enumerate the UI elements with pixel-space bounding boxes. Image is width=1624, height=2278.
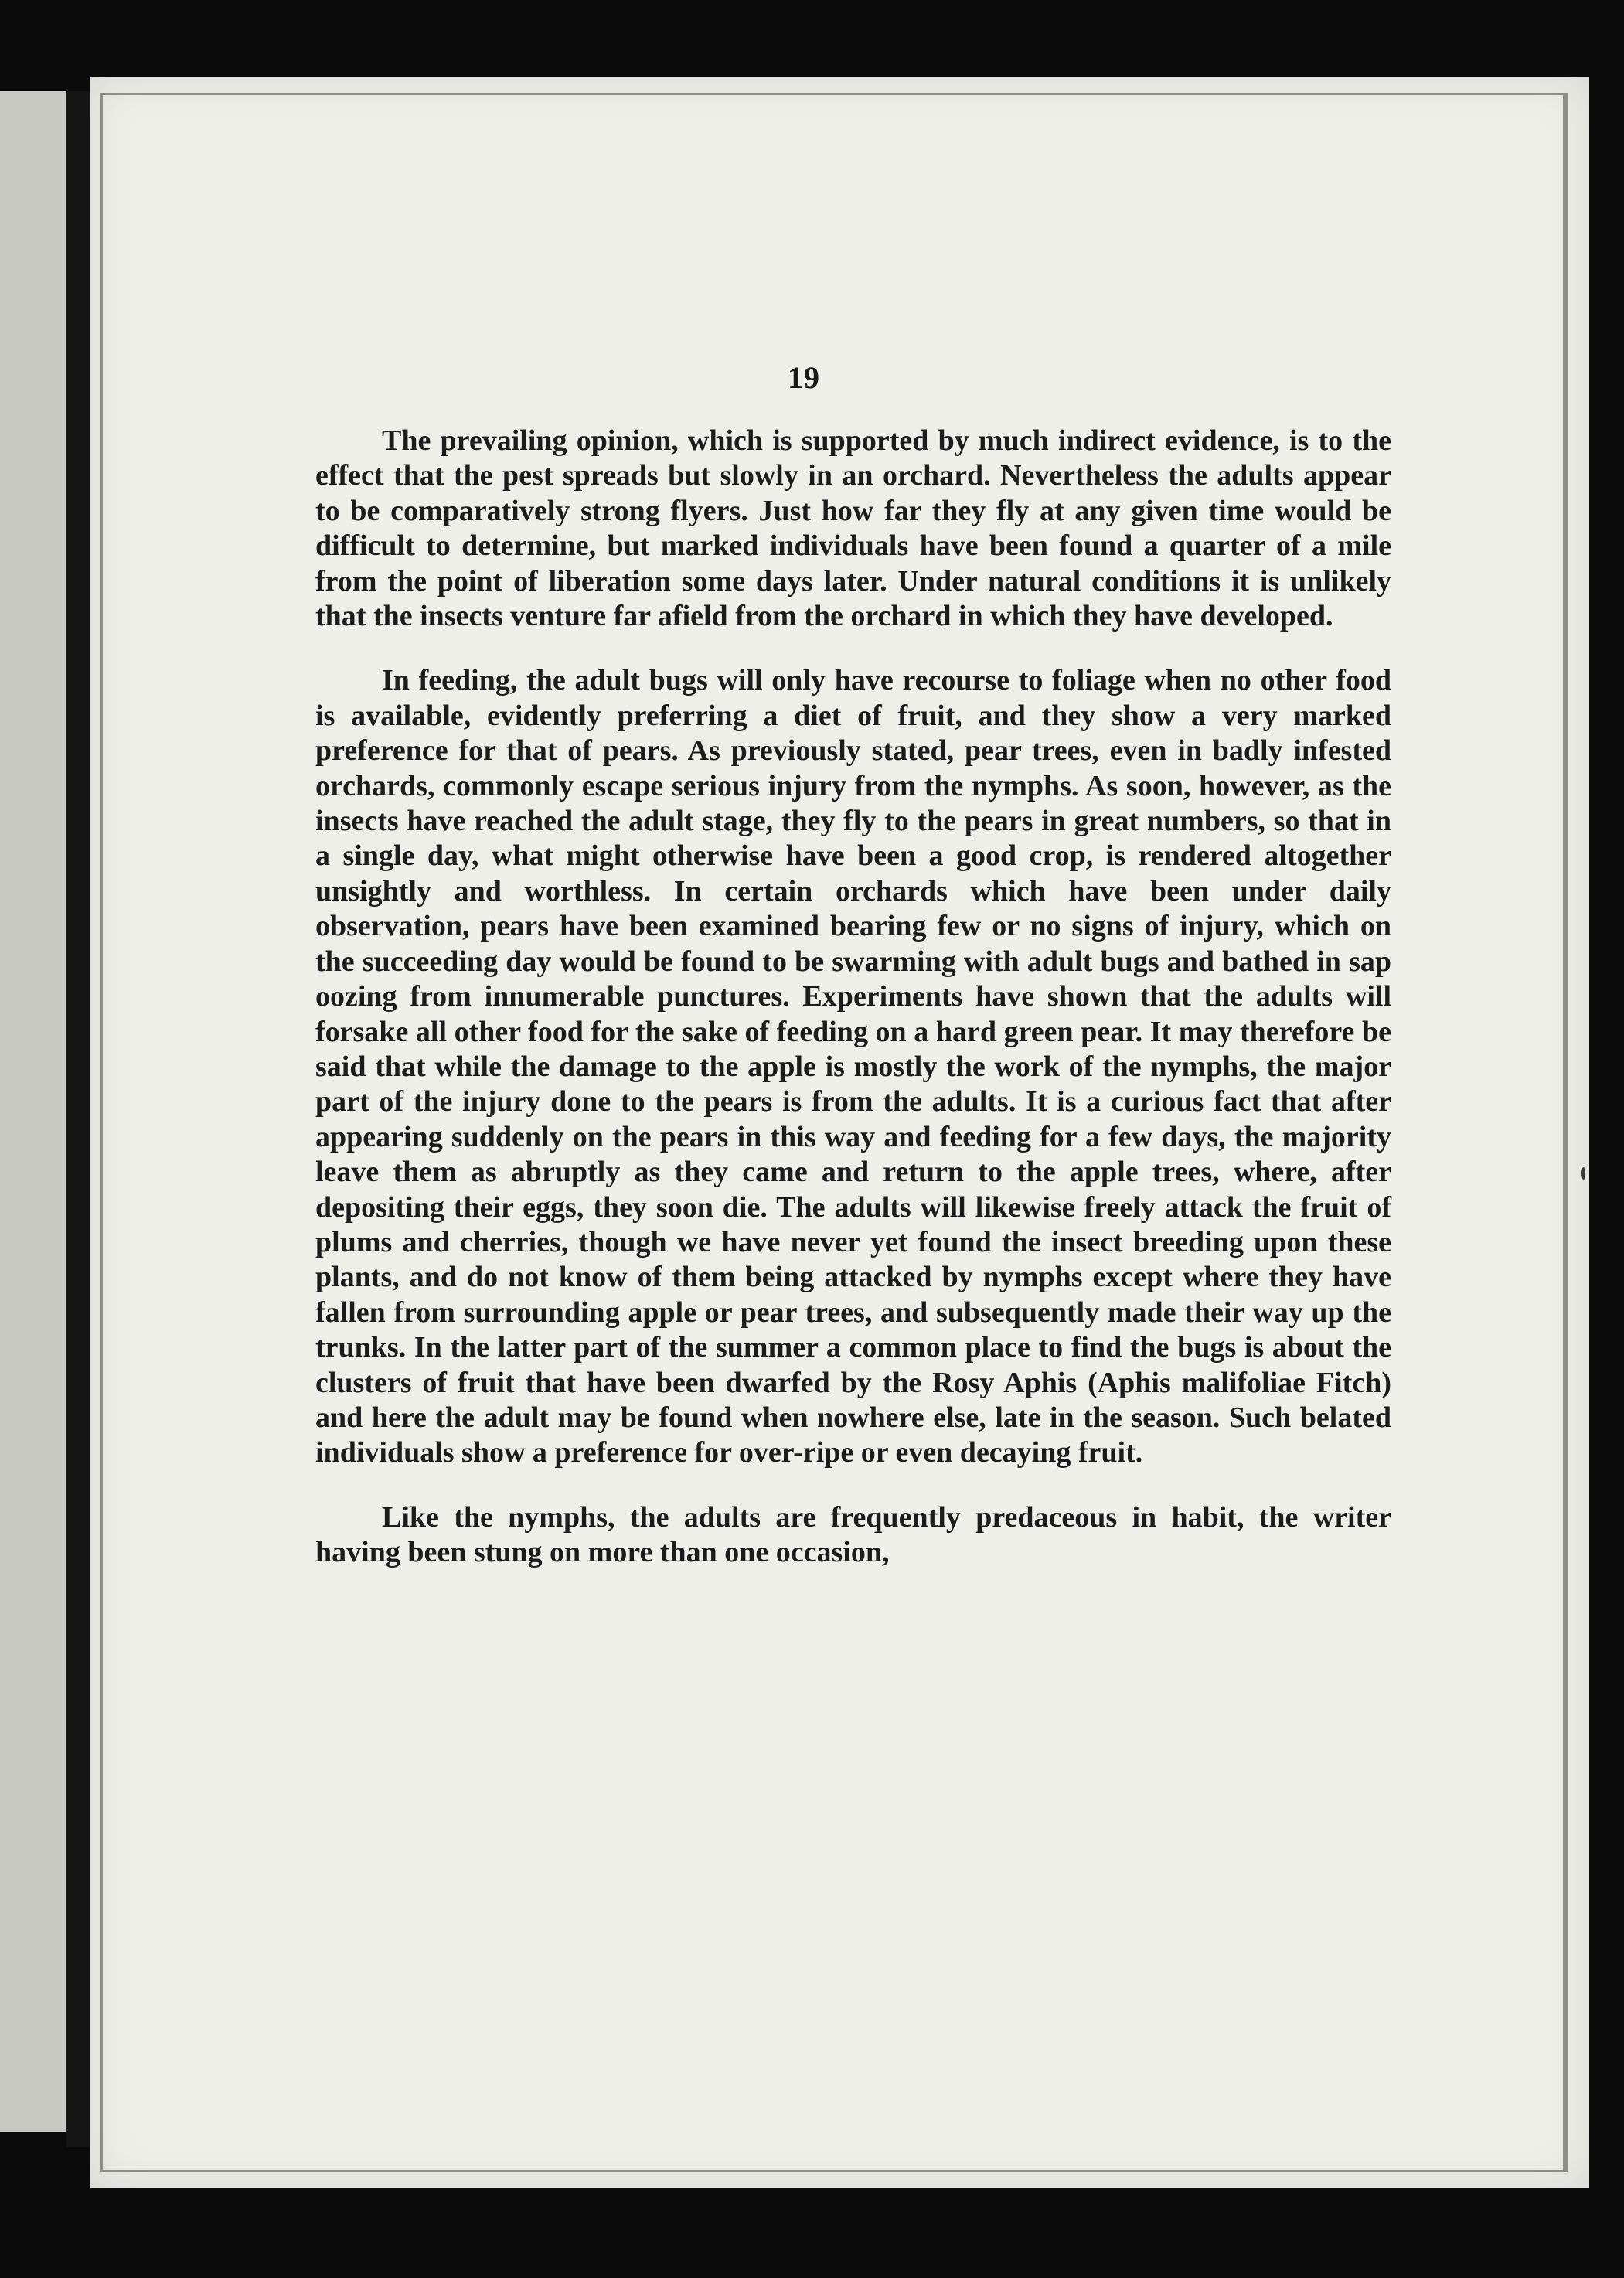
page-number: 19: [788, 360, 820, 395]
scan-speck: [1581, 1167, 1585, 1180]
paragraph: The prevailing opinion, which is supported by much indirect evidence, is to the effect that the pest spreads but slowly in an orchard. Nevertheless the adults appear to be comparatively strong flyers. Just how far they fly at any given time would be difficult to determine, but marked individuals have been found a quarter of a mile from the point of liberation some days later. Under natural conditions it is unlikely that the insects venture far afield from the orchard in which they have developed.: [315, 424, 1391, 633]
paragraph: In feeding, the adult bugs will only have recourse to foliage when no other food is available, evidently preferring a diet of fruit, and they show a very marked preference for that of pears. As previously stated, pear trees, even in badly infested orchards, commonly escape serious injury from the nymphs. As soon, however, as the insects have reached the adult stage, they fly to the pears in great numbers, so that in a single day, what might otherwise have been a good crop, is rendered altogether unsightly and worthless. In certain orchards which have been under daily observation, pears have been examined bearing few or no signs of injury, which on the succeeding day would be found to be swarming with adult bugs and bathed in sap oozing from innumerable punctures. Experiments have shown that the adults will forsake all other food for the sake of feeding on a hard green pear. It may therefore be said that while the damage to the apple is mostly the work of the nymphs, the major part of the injury done to the pears is from the adults. It is a curious fact that after appearing suddenly on the pears in this way and feeding for a few days, the majority leave them as abruptly as they came and return to the apple trees, where, after depositing their eggs, they soon die. The adults will likewise freely attack the fruit of plums and cherries, though we have never yet found the insect breeding upon these plants, and do not know of them being attacked by nymphs except where they have fallen from surrounding apple or pear trees, and subsequently made their way up the trunks. In the latter part of the summer a common place to find the bugs is about the clusters of fruit that have been dwarfed by the Rosy Aphis (Aphis malifoliae Fitch) and here the adult may be found when nowhere else, late in the season. Such belated individuals show a preference for over-ripe or even decaying fruit.: [315, 664, 1391, 1469]
facing-page-edge: [0, 91, 66, 2132]
book-page: [90, 77, 1589, 2188]
gutter-shadow: [66, 91, 90, 2147]
paragraph: Like the nymphs, the adults are frequently predaceous in habit, the writer having been stung on more than one occasion,: [315, 1500, 1391, 1569]
body-text: [315, 424, 1391, 1571]
